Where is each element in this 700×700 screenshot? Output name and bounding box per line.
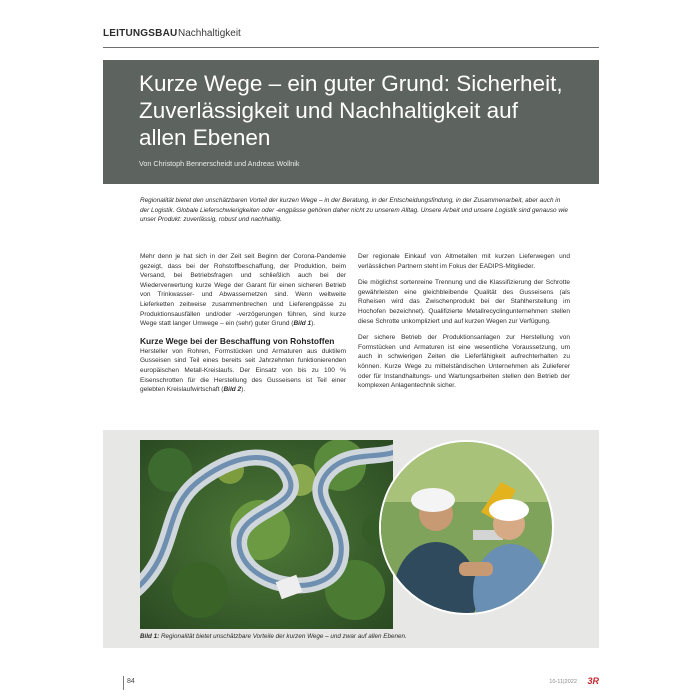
page-footer — [103, 676, 599, 690]
left-paragraph-1-text: Mehr denn je hat sich in der Zeit seit Beginn der Corona-Pandemie gezeigt, dass bei der Rohstoffbeschaffung, der Produktion, beim Versand, bei Betriebsfragen und schließlich auch bei der Wiederverwertung kurze Wege der Garant für einen sicheren Betrieb von Trinkwasser- und Abwassernetzen sind. Wenn weltweite Lieferketten zeitweise zusammenbrechen und Lieferengpässe zu Produktionsausfällen und/oder -verzögerungen führen, sind kurze Wege statt langer Umwege – ein (sehr) guter Grund ( — [140, 253, 346, 328]
left-paragraph-2-text: Hersteller von Rohren, Formstücken und Armaturen aus duktilem Gusseisen sind Teil eines bereits seit Jahrzehnten funktionierenden europäischen Metall-Kreislaufs. Der Einsatz von bis zu 100 % Eisenschrotten für die Herstellung des Gusseisens ist Teil einer gelebten Kreislaufwirtschaft ( — [140, 347, 346, 394]
right-column — [358, 252, 570, 398]
left-paragraph-1-end: ). — [311, 320, 316, 328]
running-header — [103, 26, 599, 48]
magazine-logo: 3R — [587, 676, 599, 686]
left-column — [140, 252, 346, 402]
subsection-label: Nachhaltigkeit — [178, 28, 241, 39]
figure-caption — [140, 633, 560, 641]
winding-pipeline-photo — [140, 440, 393, 629]
workers-photo — [379, 440, 554, 615]
page-number: 84 — [127, 678, 135, 685]
footer-divider — [123, 676, 124, 690]
caption-text: Regionalität bietet unschätzbare Vorteile der kurzen Wege – und zwar auf allen Ebenen. — [159, 633, 407, 640]
lead-paragraph: Regionalität bietet den unschätzbaren Vorteil der kurzen Wege – in der Beratung, in der Entscheidungsfindung, in der Zusammenarbeit, aber auch in der Logistik. Globale Lieferschwierigkeiten oder -engpässe gehören daher nicht zu unserem Alltag. Unsere Arbeit und unsere Logistik sind genauso wie unser Produkt: zuverlässig, robust und nachhaltig. — [140, 197, 568, 223]
issue-label: 10-11|2022 — [549, 679, 577, 685]
title-block — [103, 60, 599, 184]
figure-panel — [103, 430, 599, 648]
caption-label: Bild 1: — [140, 633, 160, 640]
byline: Von Christoph Bennerscheidt und Andreas Wollnik — [139, 159, 300, 168]
figure-ref-2: Bild 2 — [223, 386, 242, 394]
figure-ref-1: Bild 1 — [293, 320, 312, 328]
section-label: LEITUNGSBAU — [103, 28, 178, 39]
header-rule — [103, 47, 599, 48]
left-paragraph-2 — [140, 347, 346, 395]
section-heading: Kurze Wege bei der Beschaffung von Rohstoffen — [140, 335, 335, 346]
article-title: Kurze Wege – ein guter Grund: Sicherheit, Zuverlässigkeit und Nachhaltigkeit auf allen Ebenen — [139, 71, 563, 150]
left-paragraph-1 — [140, 252, 346, 329]
right-paragraph-3: Der sichere Betrieb der Produktionsanlagen zur Herstellung von Formstücken und Armaturen ist eine wesentliche Voraussetzung, um auch in schwierigen Zeiten die Lieferfähigkeit aufrechterhalten zu können. Kurze Wege zu mittelständischen Unternehmen als Zulieferer oder für Instandhaltungs- und Wartungsarbeiten stellen den Betrieb der komplexen Anlagentechnik sicher. — [358, 334, 570, 390]
left-paragraph-2-end: ). — [241, 386, 246, 394]
right-paragraph-1: Der regionale Einkauf von Altmetallen mit kurzen Lieferwegen und verlässlichen Partnern steht im Fokus der EADIPS-Mitglieder. — [358, 253, 570, 270]
right-paragraph-2: Die möglichst sortenreine Trennung und die Klassifizierung der Schrotte gewährleisten eine gleichbleibende Qualität des Gusseisens (als Roheisen wird das Zwischenprodukt bei der Stahlherstellung im Hochofen bezeichnet). Qualifizierte Metallrecyclingunternehmen stellen diese Schrotte unkompliziert und auf kurzen Wegen zur Verfügung. — [358, 279, 570, 325]
